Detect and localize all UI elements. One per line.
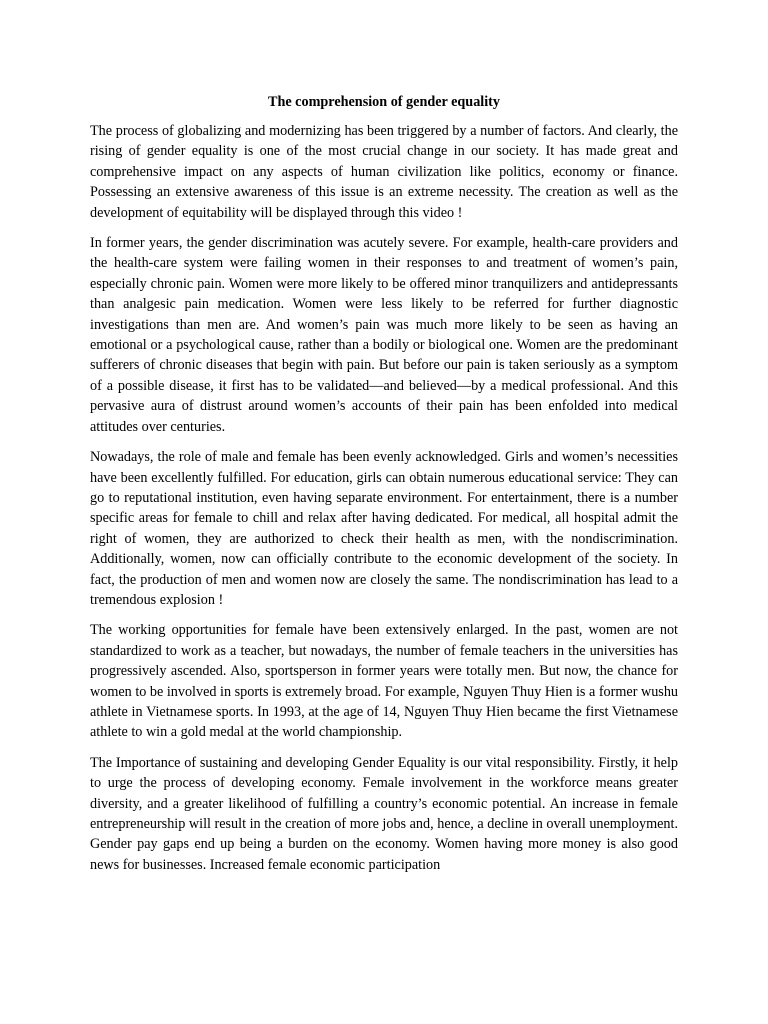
paragraph-importance: The Importance of sustaining and developing Gender Equality is our vital responsibility. Firstly, it help to urge the process of developing economy. Female involvement in the workforce means greater diversity, and a greater likelihood of fulfilling a country’s economic potential. An increase in female entrepreneurship will result in the creation of more jobs and, hence, a decline in overall unemployment. Gender pay gaps end up being a burden on the economy. Women having more money is also good news for businesses. Increased female economic participation (90, 754, 678, 873)
paragraph-nowadays: Nowadays, the role of male and female has been evenly acknowledged. Girls and women’s necessities have been excellently fulfilled. For education, girls can obtain numerous educational service: They can go to reputational institution, even having separate environment. For entertainment, there is a number specific areas for female to chill and relax after having dedicated. For medical, all hospital admit the right of women, they are authorized to check their health as men, with the nondiscrimination. Additionally, women, now can officially contribute to the economic development of the society. In fact, the production of men and women now are closely the same. The nondiscrimination has lead to a tremendous explosion ! (90, 449, 678, 608)
paragraph-working-opportunities: The working opportunities for female have been extensively enlarged. In the past, women are not standardized to work as a teacher, but nowadays, the number of female teachers in the universities has progressively ascended. Also, sportsperson in former years were totally men. But now, the chance for women to be involved in sports is extremely broad. For example, Nguyen Thuy Hien is a former wushu athlete in Vietnamese sports. In 1993, at the age of 14, Nguyen Thuy Hien became the first Vietnamese athlete to win a gold medal at the world championship. (90, 622, 679, 741)
paragraph-introduction: The process of globalizing and modernizing has been triggered by a number of factors. And clearly, the rising of gender equality is one of the most crucial change in our society. It has made great and comprehensive impact on any aspects of human civilization like politics, economy or finance. Possessing an extensive awareness of this issue is an extreme necessity. The creation as well as the development of equitability will be displayed through this video ! (90, 123, 678, 221)
paragraph-former-discrimination: In former years, the gender discrimination was acutely severe. For example, health-care providers and the health-care system were failing women in their responses to and treatment of women’s pain, especially chronic pain. Women were more likely to be offered minor tranquilizers and antidepressants than analgesic pain medication. Women were less likely to be referred for further diagnostic investigations than men are. And women’s pain was much more likely to be seen as having an emotional or a psychological cause, rather than a bodily or biological one. Women are the predominant sufferers of chronic diseases that begin with pain. But before our pain is taken seriously as a symptom of a possible disease, it first has to be validated—and believed—by a medical professional. And this pervasive aura of distrust around women’s accounts of their pain has been enfolded into medical attitudes over centuries. (90, 235, 678, 435)
document-title: The comprehension of gender equality (267, 94, 500, 110)
